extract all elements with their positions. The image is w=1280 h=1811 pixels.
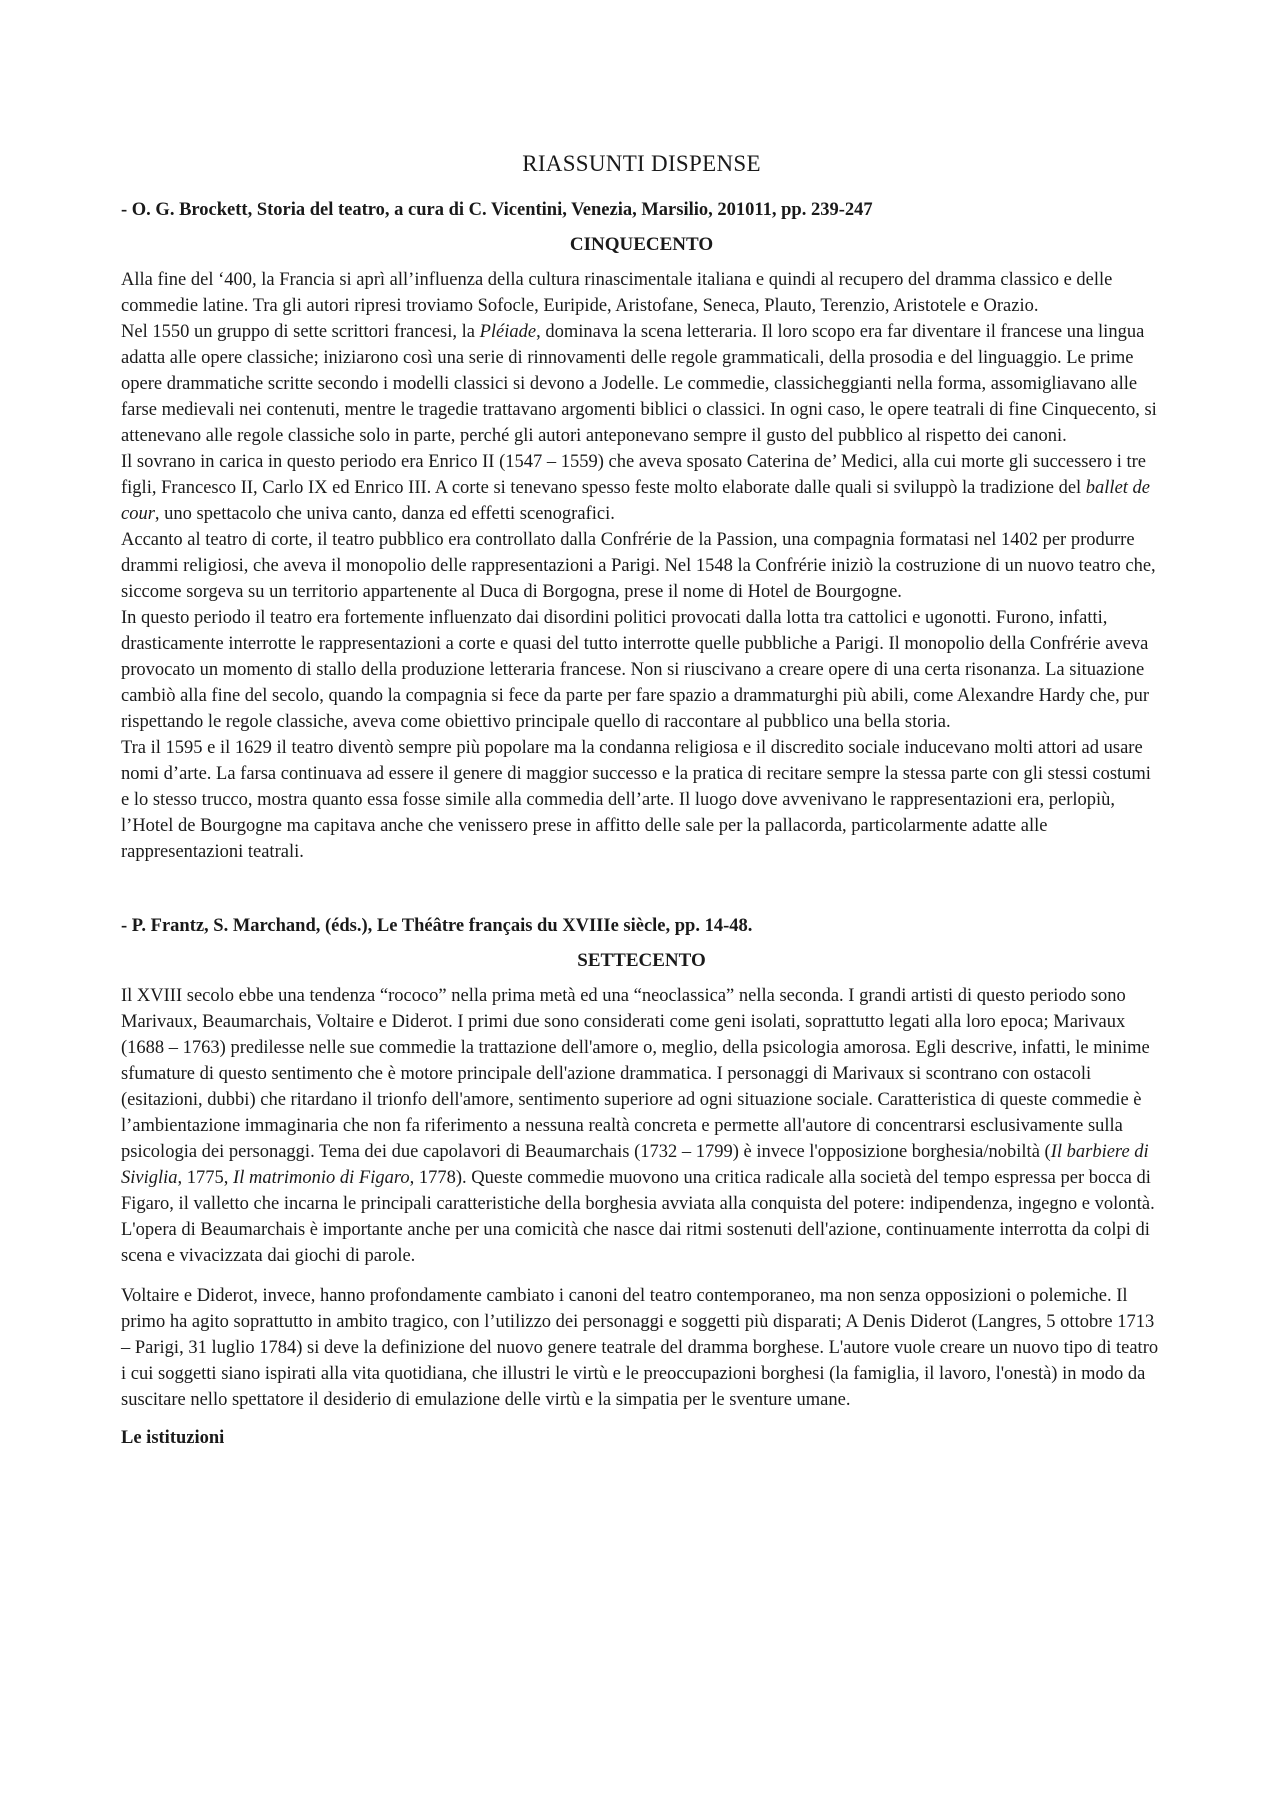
text-run: Accanto al teatro di corte, il teatro pubblico era controllato dalla Confrérie de la Passion, una compagnia formatasi nel 1402 per produrre drammi religiosi, che aveva il monopolio delle rappresentazioni a Parigi. Nel 1548 la Confrérie iniziò la costruzione di un nuovo teatro che, siccome sorgeva su un territorio appartenente al Duca di Borgogna, prese il nome di Hotel de Bourgogne. — [121, 530, 1156, 602]
italic-term: ballet de cour — [121, 478, 1151, 524]
text-run: , uno spettacolo che univa canto, danza ed effetti scenografici. — [154, 504, 615, 524]
section-settecento — [121, 913, 1162, 1451]
text-run: , 1778). Queste commedie muovono una critica radicale alla società del tempo espressa per bocca di Figaro, il valletto che incarna le principali caratteristiche della borghesia avviata alla conquista del potere: indipendenza, ingegno e volontà. L'opera di Beaumarchais è importante anche per una comicità che nasce dai ritmi sostenuti dell'azione, continuamente interrotta da colpi di scena e vivacizzata dai giochi di parole. — [121, 1168, 1155, 1266]
italic-term: Pléiade — [479, 322, 537, 342]
text-run: Alla fine del ‘400, la Francia si aprì all’influenza della cultura rinascimentale italiana e quindi al recupero del dramma classico e delle commedie latine. Tra gli autori ripresi troviamo Sofocle, Euripide, Aristofane, Seneca, Plauto, Terenzio, Aristotele e Orazio. — [121, 270, 1113, 316]
bibliographic-reference: - P. Frantz, S. Marchand, (éds.), Le Théâtre français du XVIIIe siècle, pp. 14-48. — [121, 916, 753, 936]
paragraph — [121, 319, 1162, 449]
section-body — [121, 983, 1162, 1413]
bibliographic-reference: - O. G. Brockett, Storia del teatro, a cura di C. Vicentini, Venezia, Marsilio, 201011, pp. 239-247 — [121, 200, 873, 220]
paragraph — [121, 605, 1162, 735]
paragraph — [121, 527, 1162, 605]
paragraph — [121, 983, 1162, 1269]
text-run: Tra il 1595 e il 1629 il teatro diventò sempre più popolare ma la condanna religiosa e il discredito sociale inducevano molti attori ad usare nomi d’arte. La farsa continuava ad essere il genere di maggior successo e la pratica di recitare sempre la stessa parte con gli stessi costumi e lo stesso trucco, mostra quanto essa fosse simile alla commedia dell’arte. Il luogo dove avvenivano le rappresentazioni era, perlopiù, l’Hotel de Bourgogne ma capitava anche che venissero prese in affitto delle sale per la pallacorda, particolarmente adatte alle rappresentazioni teatrali. — [121, 738, 1151, 862]
italic-title: Il barbiere di Siviglia — [121, 1142, 1149, 1188]
text-run: Nel 1550 un gruppo di sette scrittori francesi, la — [121, 322, 480, 342]
text-run: , 1775, — [177, 1168, 234, 1188]
text-run: In questo periodo il teatro era fortemente influenzato dai disordini politici provocati dalla lotta tra cattolici e ugonotti. Furono, infatti, drasticamente interrotte le rappresentazioni a corte e quasi del tutto interrotte quelle pubbliche a Parigi. Il monopolio della Confrérie aveva provocato un momento di stallo della produzione letteraria francese. Non si riuscivano a creare opere di una certa risonanza. La situazione cambiò alla fine del secolo, quando la compagnia si fece da parte per fare spazio a drammaturghi più abili, come Alexandre Hardy che, pur rispettando le regole classiche, aveva come obiettivo principale quello di raccontare al pubblico una bella storia. — [121, 608, 1150, 732]
document-title: RIASSUNTI DISPENSE — [522, 151, 761, 176]
text-run: , dominava la scena letteraria. Il loro scopo era far diventare il francese una lingua adatta alle opere classiche; iniziarono così una serie di rinnovamenti delle regole grammaticali, della prosodia e del linguaggio. Le prime opere drammatiche scritte secondo i modelli classici si devono a Jodelle. Le commedie, classicheggianti nella forma, assomigliavano alle farse medievali nei contenuti, mentre le tragedie trattavano argomenti biblici o classici. In ogni caso, le opere teatrali di fine Cinquecento, si attenevano alle regole classiche solo in parte, perché gli autori anteponevano sempre il gusto del pubblico al rispetto dei canoni. — [121, 322, 1157, 446]
section-heading: SETTECENTO — [577, 950, 706, 971]
section-body — [121, 267, 1162, 865]
section-heading: CINQUECENTO — [569, 234, 714, 255]
text-run: Il sovrano in carica in questo periodo era Enrico II (1547 – 1559) che aveva sposato Caterina de’ Medici, alla cui morte gli successero i tre figli, Francesco II, Carlo IX ed Enrico III. A corte si tenevano spesso feste molto elaborate dalle quali si sviluppò la tradizione del — [121, 452, 1147, 498]
subsection-heading: Le istituzioni — [121, 1428, 225, 1448]
italic-title: Il matrimonio di Figaro — [233, 1168, 410, 1188]
paragraph-gap — [121, 1269, 1162, 1283]
paragraph — [121, 735, 1162, 865]
paragraph — [121, 1283, 1162, 1413]
section-cinquecento — [121, 197, 1162, 865]
text-run: Il XVIII secolo ebbe una tendenza “rococo” nella prima metà ed una “neoclassica” nella seconda. I grandi artisti di questo periodo sono Marivaux, Beaumarchais, Voltaire e Diderot. I primi due sono considerati come geni isolati, soprattutto legati alla loro epoca; Marivaux (1688 – 1763) predilesse nelle sue commedie la trattazione dell'amore o, meglio, della psicologia amorosa. Egli descrive, infatti, le minime sfumature di questo sentimento che è motore principale dell'azione drammatica. I personaggi di Marivaux si scontrano con ostacoli (esitazioni, dubbi) che ritardano il trionfo dell'amore, sentimento superiore ad ogni situazione sociale. Caratteristica di queste commedie è l’ambientazione immaginaria che non fa riferimento a nessuna realtà concreta e permette all'autore di concentrarsi esclusivamente sulla psicologia dei personaggi. Tema dei due capolavori di Beaumarchais (1732 – 1799) è invece l'opposizione borghesia/nobiltà ( — [121, 986, 1150, 1162]
text-run: Voltaire e Diderot, invece, hanno profondamente cambiato i canoni del teatro contemporaneo, ma non senza opposizioni o polemiche. Il primo ha agito soprattutto in ambito tragico, con l’utilizzo dei personaggi e soggetti più disparati; A Denis Diderot (Langres, 5 ottobre 1713 – Parigi, 31 luglio 1784) si deve la definizione del nuovo genere teatrale del dramma borghese. L'autore vuole creare un nuovo tipo di teatro i cui soggetti siano ispirati alla vita quotidiana, che illustri le virtù e le preoccupazioni borghesi (la famiglia, il lavoro, l'onestà) in modo da suscitare nello spettatore il desiderio di emulazione delle virtù e la simpatia per le sventure umane. — [121, 1286, 1159, 1410]
paragraph — [121, 267, 1162, 319]
section-spacer — [121, 865, 1162, 913]
paragraph — [121, 449, 1162, 527]
